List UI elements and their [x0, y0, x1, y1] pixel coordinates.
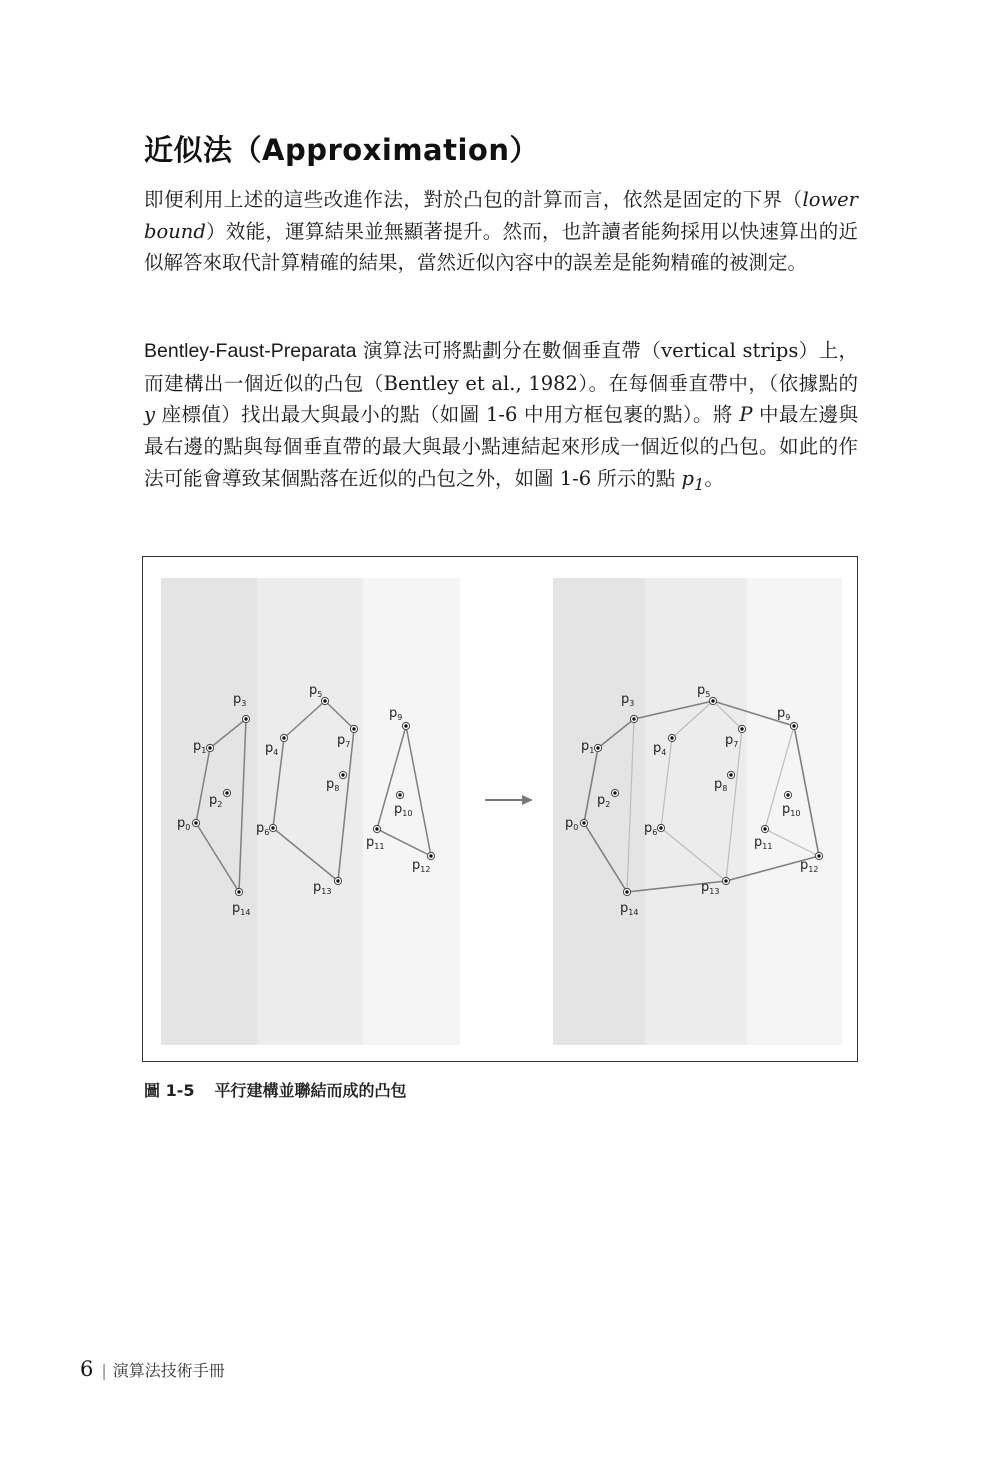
right-point-dot-p4: [670, 736, 673, 739]
right-point-dot-p2: [613, 791, 616, 794]
left-point-label-sub-p4: 4: [273, 748, 279, 757]
paragraph-2-text-b: 座標值）找出最大與最小的點（如圖 1-6 中用方框包裹的點）。將: [155, 403, 740, 427]
book-title: 演算法技術手冊: [112, 1361, 225, 1380]
right-point-dot-p11: [763, 827, 766, 830]
right-point-label-sub-p10: 10: [790, 809, 801, 818]
right-point-label-sub-p12: 12: [808, 865, 819, 874]
right-point-label-sub-p14: 14: [628, 908, 639, 917]
left-point-label-sub-p13: 13: [321, 887, 332, 896]
left-point-label-sub-p5: 5: [317, 690, 323, 699]
right-point-dot-p6: [659, 826, 662, 829]
page-number: 6: [80, 1357, 94, 1381]
left-point-label-p2: $p_2$: [209, 793, 223, 809]
left-point-label-sub-p6: 6: [264, 828, 270, 837]
paragraph-2-text-a: 演算法可將點劃分在數個垂直帶（vertical strips）上，而建構出一個近似的凸包（Bentley et al., 1982）。在每個垂直帶中，（依據點的: [144, 339, 858, 395]
left-point-label-p0: $p_0$: [177, 816, 191, 832]
paragraph-2: [144, 335, 858, 500]
left-point-dot-p13: [336, 879, 339, 882]
paragraph-1-text-b: ）效能，運算結果並無顯著提升。然而，也許讀者能夠採用以快速算出的近似解答來取代計算精確的結果，當然近似內容中的誤差是能夠精確的被測定。: [144, 219, 858, 275]
left-point-label-p1: $p_1$: [193, 739, 207, 755]
right-strip-2: [645, 578, 747, 1045]
section-heading: 近似法（Approximation）: [144, 133, 539, 167]
left-point-label-sub-p14: 14: [240, 908, 251, 917]
left-point-dot-p7: [352, 727, 355, 730]
right-point-label-sub-p0: 0: [573, 823, 579, 832]
left-point-dot-p10: [398, 793, 401, 796]
left-point-label-sub-p11: 11: [374, 842, 385, 851]
right-point-label-sub-p1: 1: [589, 746, 595, 755]
left-panel-strips: [161, 578, 460, 1045]
left-point-label-p5: $p_5$: [309, 683, 323, 699]
variable-P: P: [739, 403, 753, 427]
right-point-label-sub-p3: 3: [629, 699, 635, 708]
right-point-dot-p0: [582, 821, 585, 824]
page-footer: [80, 1357, 225, 1381]
right-point-label-sub-p11: 11: [762, 842, 773, 851]
left-point-label-p8: $p_8$: [326, 777, 340, 793]
right-point-dot-p3: [632, 717, 635, 720]
term-lower-bound: lower bound: [144, 188, 858, 243]
right-point-label-p1: $p_1$: [581, 739, 595, 755]
left-point-dot-p8: [341, 773, 344, 776]
left-point-dot-p0: [194, 821, 197, 824]
left-point-label-sub-p10: 10: [402, 809, 413, 818]
right-point-dot-p5: [711, 699, 714, 702]
left-point-label-p13: $p_{13}$: [313, 880, 332, 896]
footer-separator: |: [101, 1361, 107, 1380]
right-point-label-p9: $p_9$: [777, 706, 791, 722]
left-point-label-sub-p8: 8: [334, 784, 340, 793]
variable-p1-subscript: 1: [693, 474, 705, 494]
right-point-dot-p8: [729, 773, 732, 776]
right-point-label-p12: $p_{12}$: [800, 858, 819, 874]
right-point-dot-p14: [625, 890, 628, 893]
left-point-label-p10: $p_{10}$: [394, 802, 413, 818]
right-point-label-p2: $p_2$: [597, 793, 611, 809]
left-point-dot-p1: [208, 746, 211, 749]
left-point-dot-p2: [225, 791, 228, 794]
right-point-label-sub-p2: 2: [605, 800, 611, 809]
right-point-label-p11: $p_{11}$: [754, 835, 773, 851]
algorithm-name: Bentley-Faust-Preparata: [144, 340, 357, 362]
left-point-dot-p14: [237, 890, 240, 893]
left-point-label-sub-p2: 2: [217, 800, 223, 809]
left-point-label-sub-p9: 9: [397, 713, 403, 722]
left-point-label-p7: $p_7$: [337, 733, 351, 749]
left-point-dot-p3: [244, 717, 247, 720]
right-point-dot-p13: [724, 879, 727, 882]
right-point-label-sub-p7: 7: [733, 740, 739, 749]
arrow-head: [522, 795, 533, 805]
right-point-label-p3: $p_3$: [621, 692, 635, 708]
left-point-label-p9: $p_9$: [389, 706, 403, 722]
left-point-dot-p4: [282, 736, 285, 739]
left-point-label-p3: $p_3$: [233, 692, 247, 708]
left-point-dot-p12: [429, 854, 432, 857]
paragraph-2-text-d: 。: [704, 466, 724, 490]
paragraph-1: [144, 184, 858, 279]
left-point-dot-p9: [404, 724, 407, 727]
left-point-label-sub-p7: 7: [345, 740, 351, 749]
left-point-label-p12: $p_{12}$: [412, 858, 431, 874]
right-point-label-p4: $p_4$: [653, 741, 667, 757]
left-point-dot-p11: [375, 827, 378, 830]
figure-caption-number: 圖 1-5: [144, 1081, 195, 1100]
left-point-label-sub-p12: 12: [420, 865, 431, 874]
left-point-label-p11: $p_{11}$: [366, 835, 385, 851]
right-point-label-sub-p5: 5: [705, 690, 711, 699]
right-point-dot-p1: [596, 746, 599, 749]
right-point-label-sub-p6: 6: [652, 828, 658, 837]
right-point-dot-p10: [786, 793, 789, 796]
paragraph-1-text-a: 即便利用上述的這些改進作法，對於凸包的計算而言，依然是固定的下界（: [144, 188, 803, 211]
right-point-label-p7: $p_7$: [725, 733, 739, 749]
left-point-dot-p6: [271, 826, 274, 829]
paragraph-2-text-c: 中最左邊與最右邊的點與每個垂直帶的最大與最小點連結起來形成一個近似的凸包。如此的作法可能會導致某個點落在近似的凸包之外，如圖 1-6 所示的點: [144, 403, 858, 490]
left-point-label-p6: $p_6$: [256, 821, 270, 837]
right-point-dot-p12: [817, 854, 820, 857]
right-point-label-p0: $p_0$: [565, 816, 579, 832]
left-point-label-p4: $p_4$: [265, 741, 279, 757]
right-point-label-p6: $p_6$: [644, 821, 658, 837]
left-point-label-p14: $p_{14}$: [232, 901, 251, 917]
right-point-label-p13: $p_{13}$: [701, 880, 720, 896]
right-point-label-p10: $p_{10}$: [782, 802, 801, 818]
left-point-dot-p5: [323, 699, 326, 702]
right-strip-1: [553, 578, 645, 1045]
right-point-dot-p7: [740, 727, 743, 730]
variable-p1-base: p: [681, 466, 694, 490]
right-point-label-p8: $p_8$: [714, 777, 728, 793]
left-point-label-sub-p3: 3: [241, 699, 247, 708]
right-point-label-sub-p13: 13: [709, 887, 720, 896]
left-point-label-sub-p0: 0: [185, 823, 191, 832]
left-strip-2: [257, 578, 363, 1045]
variable-p1: [681, 466, 705, 494]
figure-convex-hull: [143, 557, 859, 1063]
variable-y: y: [144, 403, 156, 427]
right-point-label-sub-p9: 9: [785, 713, 791, 722]
left-point-label-sub-p1: 1: [201, 746, 207, 755]
right-point-label-sub-p4: 4: [661, 748, 667, 757]
right-point-dot-p9: [792, 724, 795, 727]
figure-caption-text: 平行建構並聯結而成的凸包: [214, 1081, 407, 1100]
figure-frame: [142, 556, 858, 1062]
right-point-label-p5: $p_5$: [697, 683, 711, 699]
transform-arrow: [485, 795, 533, 805]
figure-caption: [144, 1078, 407, 1101]
right-point-label-p14: $p_{14}$: [620, 901, 639, 917]
right-point-label-sub-p8: 8: [722, 784, 728, 793]
